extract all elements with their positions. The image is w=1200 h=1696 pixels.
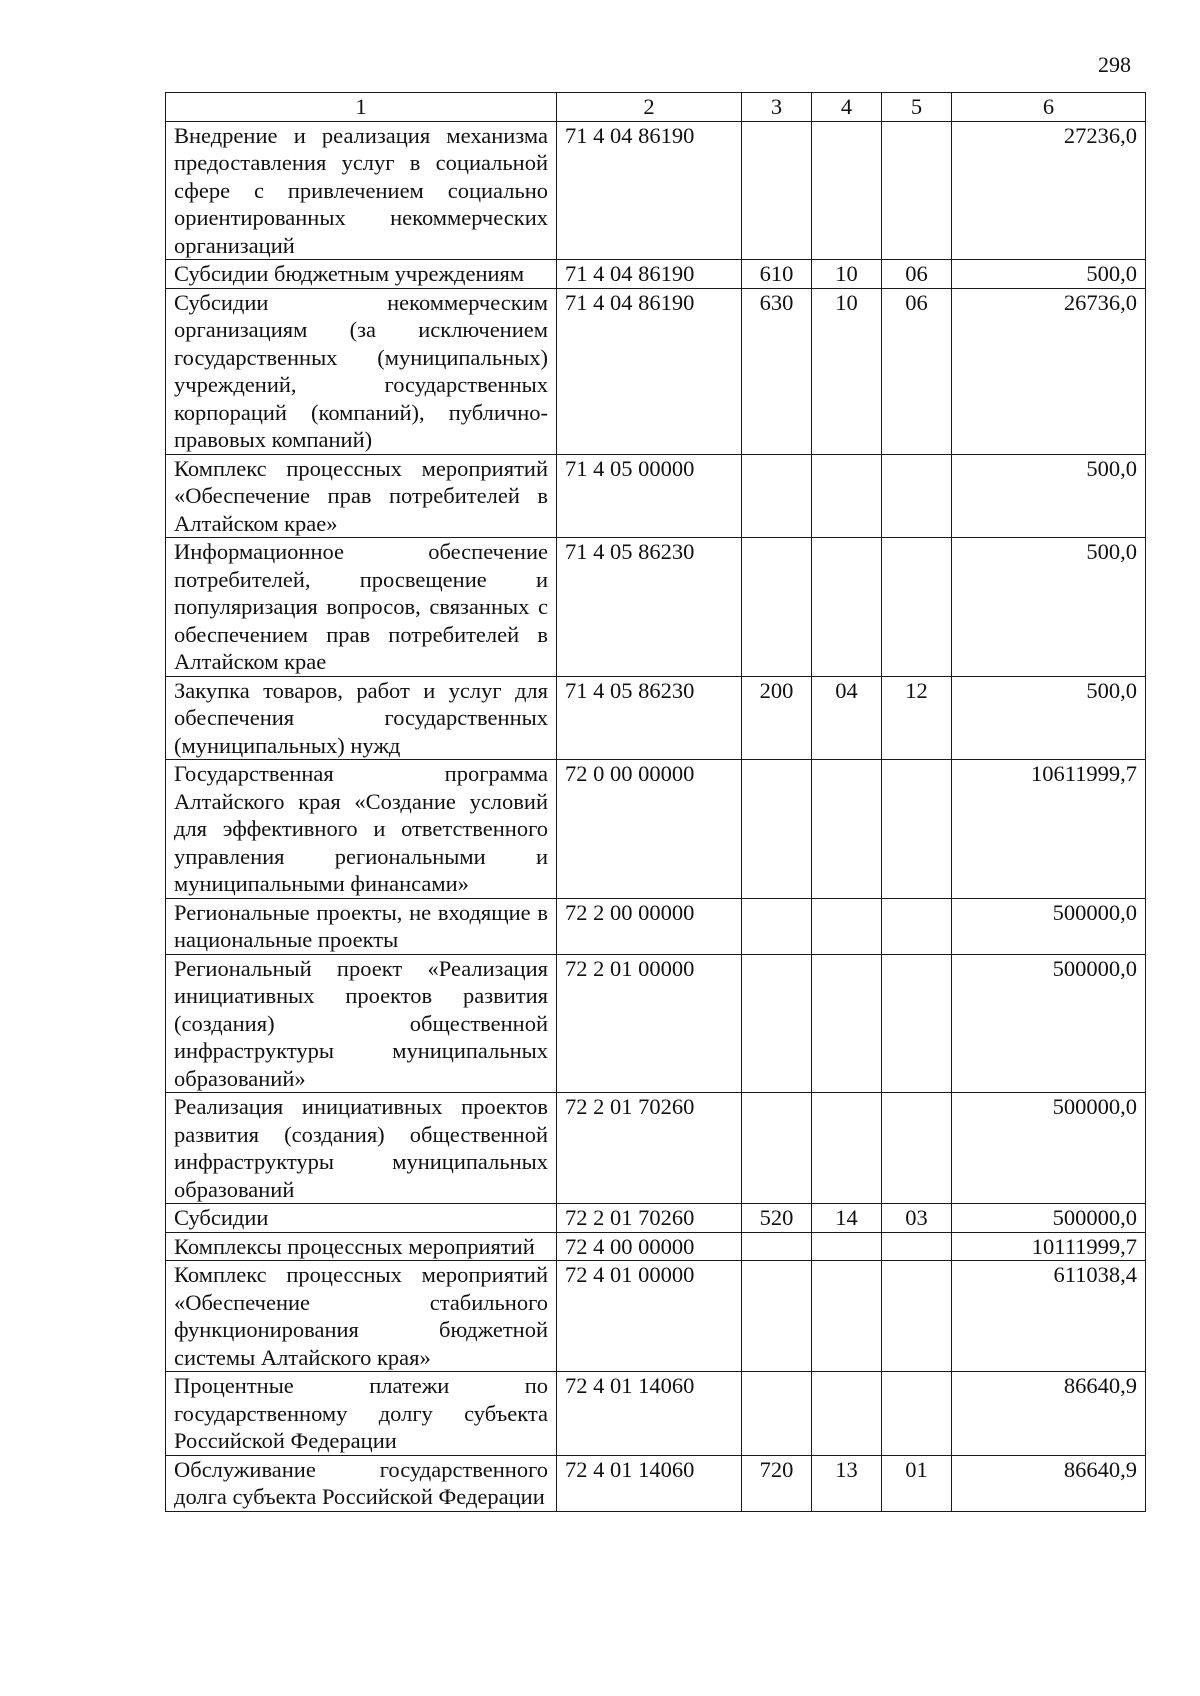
row-amount: 86640,9	[952, 1372, 1146, 1456]
row-amount: 500000,0	[952, 1204, 1146, 1233]
row-expense-type: 200	[742, 676, 812, 760]
row-section	[812, 1093, 882, 1204]
row-target-code: 72 2 01 70260	[557, 1093, 742, 1204]
row-expense-type: 520	[742, 1204, 812, 1233]
table-row	[166, 898, 1146, 954]
column-header-1: 1	[166, 93, 557, 122]
row-target-code: 72 4 01 00000	[557, 1261, 742, 1372]
row-amount: 86640,9	[952, 1455, 1146, 1511]
row-subsection: 01	[882, 1455, 952, 1511]
row-target-code: 71 4 04 86190	[557, 121, 742, 260]
row-section	[812, 898, 882, 954]
row-expense-type	[742, 121, 812, 260]
row-subsection	[882, 538, 952, 677]
row-name: Информационное обеспечение потребителей, просвещение и популяризация вопросов, связанных с обеспечением прав потребителей в Алтайском крае	[166, 538, 557, 677]
row-name: Региональные проекты, не входящие в национальные проекты	[166, 898, 557, 954]
row-amount: 500000,0	[952, 898, 1146, 954]
column-header-3: 3	[742, 93, 812, 122]
row-amount: 27236,0	[952, 121, 1146, 260]
table-row	[166, 288, 1146, 454]
row-subsection	[882, 454, 952, 538]
table-row	[166, 1232, 1146, 1261]
row-name: Региональный проект «Реализация инициативных проектов развития (создания) общественной инфраструктуры муниципальных образований»	[166, 954, 557, 1093]
row-section	[812, 760, 882, 899]
row-target-code: 72 4 00 00000	[557, 1232, 742, 1261]
table-row	[166, 1455, 1146, 1511]
table-row	[166, 676, 1146, 760]
row-subsection	[882, 760, 952, 899]
row-name: Субсидии бюджетным учреждениям	[166, 260, 557, 289]
row-target-code: 71 4 05 86230	[557, 538, 742, 677]
row-amount: 500,0	[952, 676, 1146, 760]
row-subsection	[882, 1232, 952, 1261]
row-target-code: 72 2 01 00000	[557, 954, 742, 1093]
row-amount: 10611999,7	[952, 760, 1146, 899]
row-subsection: 06	[882, 260, 952, 289]
row-expense-type: 610	[742, 260, 812, 289]
row-expense-type	[742, 954, 812, 1093]
row-target-code: 72 2 00 00000	[557, 898, 742, 954]
row-amount: 500,0	[952, 454, 1146, 538]
row-amount: 500000,0	[952, 954, 1146, 1093]
table-row	[166, 760, 1146, 899]
row-target-code: 71 4 05 86230	[557, 676, 742, 760]
row-section: 14	[812, 1204, 882, 1233]
row-amount: 500000,0	[952, 1093, 1146, 1204]
row-amount: 10111999,7	[952, 1232, 1146, 1261]
row-amount: 26736,0	[952, 288, 1146, 454]
row-amount: 500,0	[952, 538, 1146, 677]
row-target-code: 71 4 05 00000	[557, 454, 742, 538]
table-row	[166, 260, 1146, 289]
row-subsection: 12	[882, 676, 952, 760]
row-name: Комплекс процессных мероприятий «Обеспечение прав потребителей в Алтайском крае»	[166, 454, 557, 538]
row-section	[812, 1232, 882, 1261]
row-expense-type	[742, 1261, 812, 1372]
row-expense-type	[742, 454, 812, 538]
row-subsection: 06	[882, 288, 952, 454]
row-subsection	[882, 1093, 952, 1204]
table-row	[166, 1261, 1146, 1372]
row-subsection: 03	[882, 1204, 952, 1233]
row-expense-type	[742, 538, 812, 677]
column-header-5: 5	[882, 93, 952, 122]
row-expense-type	[742, 898, 812, 954]
column-header-6: 6	[952, 93, 1146, 122]
row-section: 13	[812, 1455, 882, 1511]
row-amount: 611038,4	[952, 1261, 1146, 1372]
row-subsection	[882, 1372, 952, 1456]
row-name: Обслуживание государственного долга субъекта Российской Федерации	[166, 1455, 557, 1511]
row-name: Внедрение и реализация механизма предоставления услуг в социальной сфере с привлечением социально ориентированных некоммерческих организаций	[166, 121, 557, 260]
table-row	[166, 1372, 1146, 1456]
row-expense-type: 630	[742, 288, 812, 454]
table-row	[166, 1093, 1146, 1204]
budget-table	[165, 92, 1146, 1512]
row-name: Субсидии некоммерческим организациям (за исключением государственных (муниципальных) учреждений, государственных корпораций (компаний), публично-правовых компаний)	[166, 288, 557, 454]
row-subsection	[882, 1261, 952, 1372]
row-section	[812, 121, 882, 260]
column-header-4: 4	[812, 93, 882, 122]
row-target-code: 72 4 01 14060	[557, 1455, 742, 1511]
row-expense-type	[742, 1372, 812, 1456]
row-subsection	[882, 121, 952, 260]
row-subsection	[882, 898, 952, 954]
table-row	[166, 954, 1146, 1093]
row-amount: 500,0	[952, 260, 1146, 289]
row-subsection	[882, 954, 952, 1093]
row-name: Государственная программа Алтайского края «Создание условий для эффективного и ответственного управления региональными и муниципальными финансами»	[166, 760, 557, 899]
row-section	[812, 454, 882, 538]
row-section	[812, 954, 882, 1093]
row-section	[812, 1372, 882, 1456]
column-header-2: 2	[557, 93, 742, 122]
row-target-code: 72 0 00 00000	[557, 760, 742, 899]
row-target-code: 71 4 04 86190	[557, 288, 742, 454]
row-name: Процентные платежи по государственному долгу субъекта Российской Федерации	[166, 1372, 557, 1456]
row-section: 04	[812, 676, 882, 760]
row-section	[812, 538, 882, 677]
table-row	[166, 454, 1146, 538]
row-expense-type: 720	[742, 1455, 812, 1511]
page-number: 298	[1098, 52, 1131, 77]
row-section	[812, 1261, 882, 1372]
row-expense-type	[742, 1232, 812, 1261]
table-row	[166, 1204, 1146, 1233]
row-name: Комплексы процессных мероприятий	[166, 1232, 557, 1261]
table-header-row	[166, 93, 1146, 122]
row-target-code: 72 4 01 14060	[557, 1372, 742, 1456]
row-expense-type	[742, 1093, 812, 1204]
row-name: Реализация инициативных проектов развития (создания) общественной инфраструктуры муниципальных образований	[166, 1093, 557, 1204]
row-section: 10	[812, 288, 882, 454]
row-expense-type	[742, 760, 812, 899]
row-target-code: 72 2 01 70260	[557, 1204, 742, 1233]
row-name: Закупка товаров, работ и услуг для обеспечения государственных (муниципальных) нужд	[166, 676, 557, 760]
row-name: Комплекс процессных мероприятий «Обеспечение стабильного функционирования бюджетной системы Алтайского края»	[166, 1261, 557, 1372]
table-row	[166, 538, 1146, 677]
row-name: Субсидии	[166, 1204, 557, 1233]
row-section: 10	[812, 260, 882, 289]
table-row	[166, 121, 1146, 260]
row-target-code: 71 4 04 86190	[557, 260, 742, 289]
